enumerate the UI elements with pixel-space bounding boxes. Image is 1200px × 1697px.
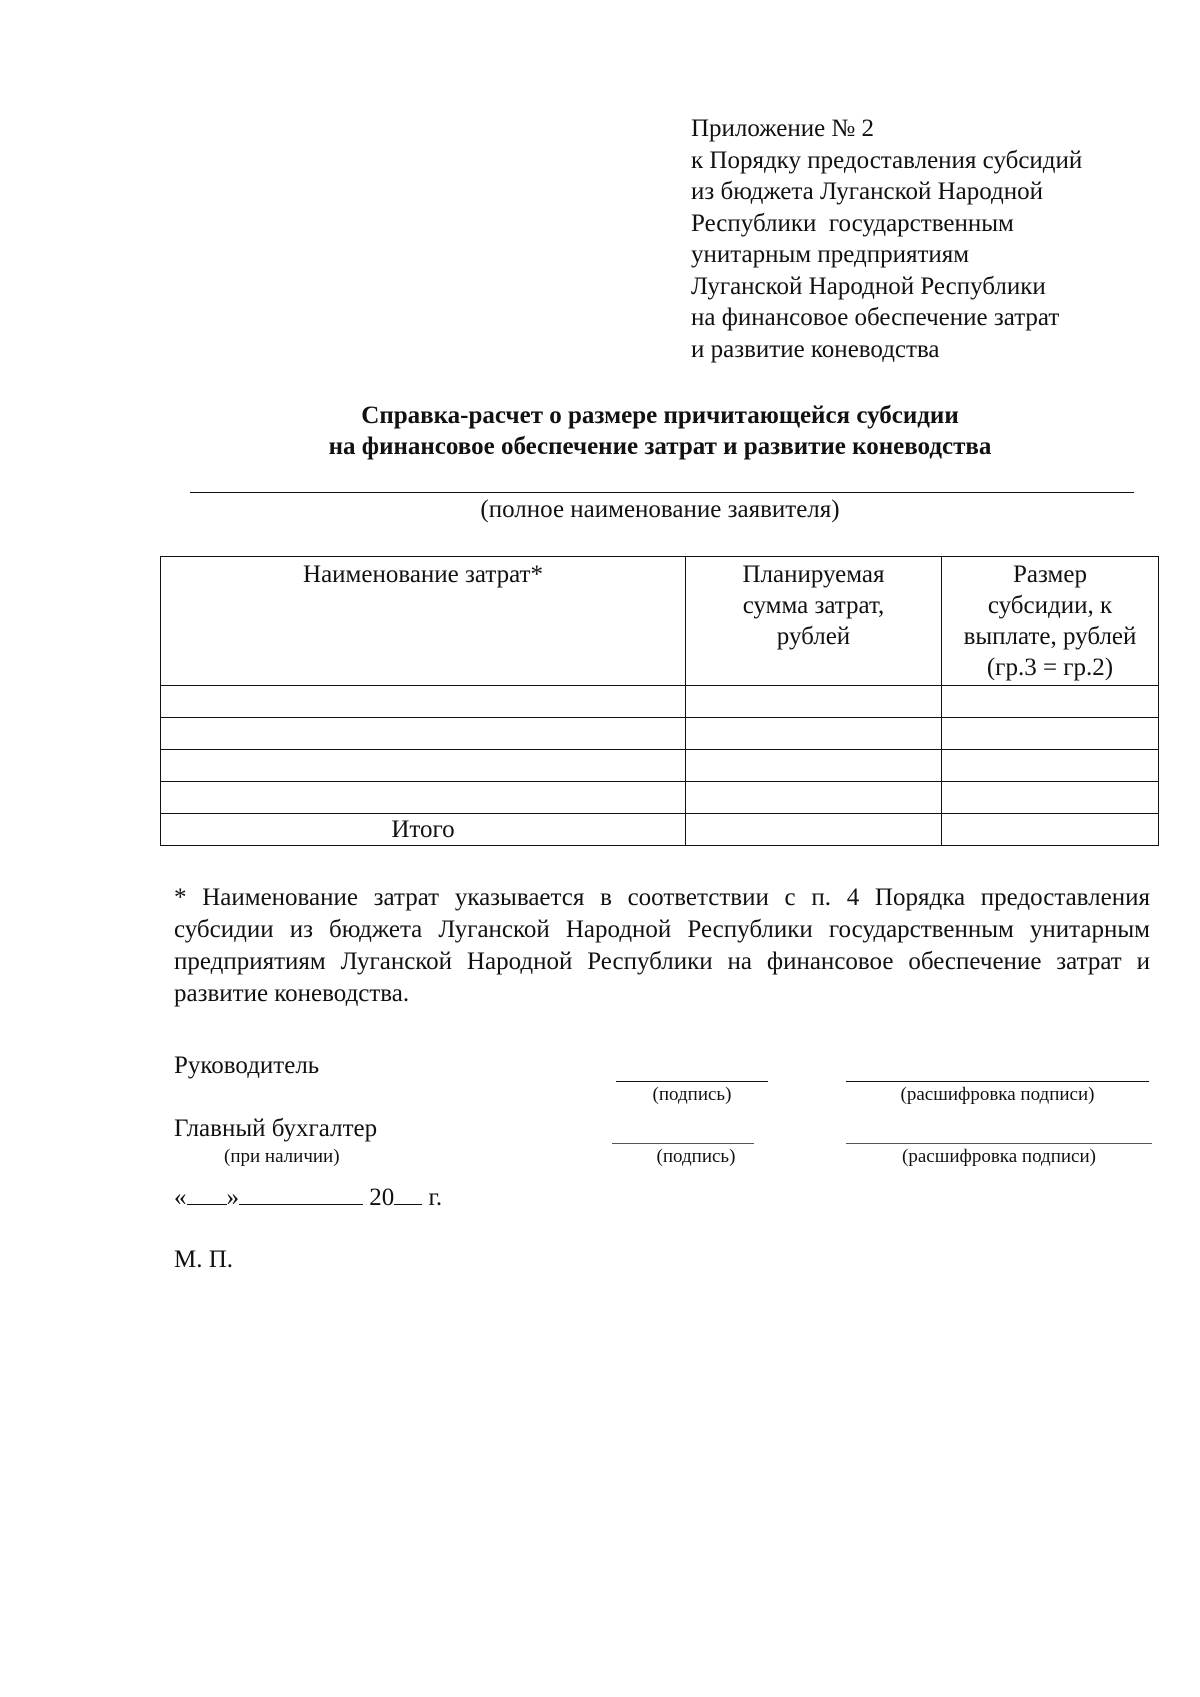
header-text: Наименование затрат* <box>303 561 543 588</box>
header-text: субсидии, к <box>987 592 1113 619</box>
header-text: сумма затрат, <box>742 592 885 619</box>
table-cell[interactable] <box>942 782 1159 814</box>
annex-line: унитарным предприятиям <box>691 241 970 268</box>
date-close-quote: » <box>226 1184 239 1211</box>
accountant-signature-field[interactable] <box>612 1143 754 1144</box>
annex-line: Приложение № 2 <box>691 115 875 142</box>
date-year-suffix: г. <box>428 1184 443 1211</box>
table-cell[interactable] <box>686 718 942 750</box>
annex-line: к Порядку предоставления субсидий <box>691 146 1083 174</box>
footnote: * Наименование затрат указывается в соответствии с п. 4 Порядка предоставления субсидии из бюджета Луганской Народной Республики государственным унитарным предприятиям Луганской Народной Республики на финансовое обеспечение затрат и развитие коневодства. <box>174 884 1150 1007</box>
document-title-line-2: на финансовое обеспечение затрат и развитие коневодства <box>328 433 992 460</box>
total-planned-cell[interactable] <box>686 814 942 846</box>
table-cell[interactable] <box>942 750 1159 782</box>
head-decoding-caption: (расшифровка подписи) <box>900 1084 1095 1105</box>
annex-line: и развитие коневодства <box>691 335 940 363</box>
table-cell[interactable] <box>942 686 1159 718</box>
table-row <box>161 750 1159 782</box>
header-text: (гр.3 = гр.2) <box>986 654 1114 681</box>
header-cost-name <box>161 557 686 686</box>
annex-line: на финансовое обеспечение затрат <box>691 304 1060 331</box>
table-cell[interactable] <box>686 782 942 814</box>
annex-line: из бюджета Луганской Народной <box>691 178 1044 205</box>
table-cell[interactable] <box>161 750 686 782</box>
table-total-row <box>161 814 1159 846</box>
annex-reference <box>691 113 1161 365</box>
date-year-field[interactable] <box>394 1180 422 1205</box>
table-cell[interactable] <box>942 718 1159 750</box>
header-text: Планируемая <box>742 561 885 588</box>
table-cell[interactable] <box>686 686 942 718</box>
document-title-line-1: Справка-расчет о размере причитающейся субсидии <box>361 402 959 429</box>
applicant-name-field[interactable] <box>190 492 1134 493</box>
header-subsidy-amount <box>942 557 1159 686</box>
table-row <box>161 718 1159 750</box>
header-text: Размер <box>1013 561 1087 588</box>
total-label: Итого <box>161 814 686 846</box>
date-month-field[interactable] <box>239 1180 363 1205</box>
table-row <box>161 686 1159 718</box>
head-signature-field[interactable] <box>616 1081 768 1082</box>
annex-line: Республики государственным <box>691 209 1014 237</box>
date-line <box>174 1180 442 1213</box>
annex-line: Луганской Народной Республики <box>691 272 1046 300</box>
accountant-decoding-field[interactable] <box>846 1143 1152 1144</box>
date-open-quote: « <box>174 1184 187 1211</box>
table-cell[interactable] <box>161 718 686 750</box>
table-cell[interactable] <box>161 782 686 814</box>
costs-table <box>160 556 1159 846</box>
table-header-row <box>161 557 1159 686</box>
accountant-sublabel: (при наличии) <box>224 1146 340 1167</box>
table-cell[interactable] <box>686 750 942 782</box>
header-planned-sum <box>686 557 942 686</box>
date-day-field[interactable] <box>187 1180 227 1205</box>
header-text: рублей <box>776 623 851 650</box>
head-decoding-field[interactable] <box>846 1081 1149 1082</box>
stamp-place: М. П. <box>174 1246 234 1273</box>
total-subsidy-cell[interactable] <box>942 814 1159 846</box>
applicant-name-caption: (полное наименование заявителя) <box>480 496 840 523</box>
table-cell[interactable] <box>161 686 686 718</box>
head-label: Руководитель <box>174 1052 320 1079</box>
accountant-decoding-caption: (расшифровка подписи) <box>902 1146 1096 1167</box>
header-text: выплате, рублей <box>963 623 1137 650</box>
accountant-label: Главный бухгалтер <box>174 1115 378 1142</box>
accountant-signature-caption: (подпись) <box>656 1146 736 1167</box>
head-signature-caption: (подпись) <box>652 1084 732 1105</box>
table-row <box>161 782 1159 814</box>
date-year-prefix: 20 <box>369 1184 395 1211</box>
